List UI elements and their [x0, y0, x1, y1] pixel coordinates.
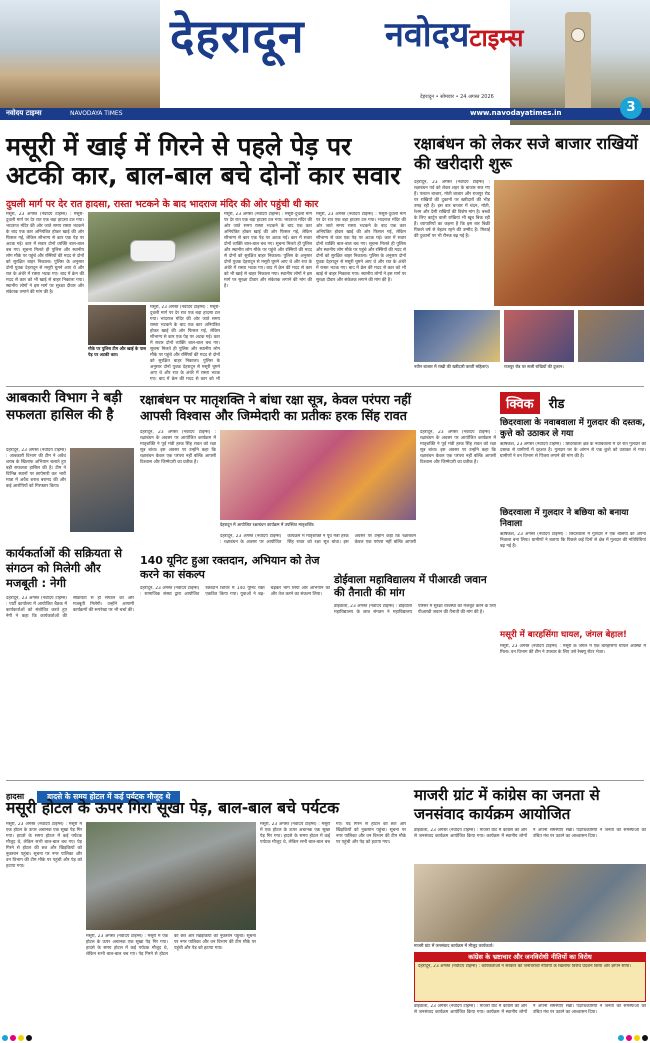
- raksha-headline-line-2: आपसी विश्वास और जिम्मेदारी का प्रतीकः हरक सिंह रावत: [140, 408, 407, 423]
- hotel-kicker-label: हादसा: [6, 792, 25, 801]
- rakhi-photo-2: [414, 310, 500, 362]
- quick-read-banner: [500, 392, 646, 414]
- lead-headline-line-1: मसूरी में खाई में गिरने से पहले पेड़ पर: [6, 132, 352, 161]
- divider-2: [6, 780, 644, 781]
- strip-brand: नवोदय टाइम्स: [6, 109, 42, 117]
- lead-headline-line-2: अटकी कार, बाल-बाल बचे दोनों कार सवार: [6, 161, 401, 190]
- registration-mark: [10, 1035, 16, 1041]
- registration-mark: [2, 1035, 8, 1041]
- registration-mark: [18, 1035, 24, 1041]
- rakhi-headline: रक्षाबंधन को लेकर सजे बाजार राखियों की खरीदारी शुरू: [414, 134, 638, 173]
- qr-item2-headline: छिदरवाला में गुलदार ने बछिया को बनाया निवाला: [500, 508, 629, 529]
- congress-body-2: डोईवाला, 23 अगस्त (नवोदय टाइम्स) : माजरी ग्रांट में कांग्रेस की ओर से जनसंवाद कार्यक्रम आयोजित किया गया। कार्यक्रम में स्थानीय लोगों ने अपनी समस्याएं रखीं। पदाधिकारियों ने जनता की समस्याओं को उचित मंच पर उठाने का आश्वासन दिया।: [414, 1004, 646, 1015]
- rakhi-photo-1: [494, 180, 644, 306]
- brand-suffix: टाइम्स: [469, 24, 524, 52]
- raksha-body-col-1: देहरादून, 23 अगस्त (नवोदय टाइम्स) : रक्षाबंधन के अवसर पर आयोजित कार्यक्रम में मातृशक्ति ने पूर्व मंत्री हरक सिंह रावत को रक्षा सूत्र बांधा। इस अवसर पर उन्होंने कहा कि रक्षाबंधन केवल एक परंपरा नहीं बल्कि आपसी विश्वास और जिम्मेदारी का प्रतीक है।: [140, 430, 216, 465]
- dateline: देहरादून • सोमवार • 24 अगस्त 2026: [420, 94, 494, 100]
- quick-read-label: क्विक: [500, 392, 540, 414]
- lead-body-col-3: मसूरी, 23 अगस्त (नवोदय टाइम्स) : मसूरी-दुधली मार्ग पर देर रात एक बड़ा हादसा टल गया। भादराज मंदिर की ओर जाते समय रास्ता भटकने के बाद एक कार अनियंत्रित होकर खाई की ओर फिसल गई, लेकिन सौभाग्य से कार एक पेड़ पर अटक गई। कार में सवार दोनों व्यक्ति बाल-बाल बच गए। सूचना मिलते ही पुलिस और स्थानीय लोग मौके पर पहुंचे और रस्सियों की मदद से दोनों को सुरक्षित बाहर निकाला। पुलिस के अनुसार दोनों युवक देहरादून से मसूरी घूमने आए थे और रात के अंधेरे में रास्ता भटक गए। बाद में क्रेन की मदद से कार को भी खाई से बाहर निकाला गया। स्थानीय लोगों ने इस मार्ग पर सुरक्षा दीवार और संकेतक लगाने की मांग की है।: [224, 212, 312, 289]
- qr-item3-body: मसूरी, 23 अगस्त (नवोदय टाइम्स) : मसूरी के जंगल में एक बारहसिंगा घायल अवस्था में मिला। वन विभाग की टीम ने उपचार के लिए उसे रेस्क्यू सेंटर भेजा।: [500, 644, 646, 655]
- raksha-headline: [140, 392, 496, 424]
- congress-photo: [414, 864, 646, 942]
- blood-headline: 140 यूनिट हुआ रक्तदान, अभियान को तेज करने का संकल्प: [140, 554, 320, 581]
- workers-headline: कार्यकर्ताओं की सक्रियता से संगठन को मिलेगी और मजबूती : नेगी: [6, 546, 122, 590]
- divider: [6, 386, 644, 387]
- workers-body: देहरादून, 23 अगस्त (नवोदय टाइम्स) : पार्टी कार्यालय में आयोजित बैठक में कार्यकर्ताओं को संबोधित करते हुए नेगी ने कहा कि कार्यकर्ताओं की सक्रियता से ही संगठन को और मजबूती मिलेगी। उन्होंने आगामी कार्यक्रमों की रूपरेखा पर भी चर्चा की।: [6, 596, 134, 619]
- hotel-body-col-3: मसूरी, 23 अगस्त (नवोदय टाइम्स) : मसूरी में एक होटल के ऊपर अचानक एक सूखा पेड़ गिर गया। हादसे के समय होटल में कई पर्यटक मौजूद थे, लेकिन सभी बाल-बाल बच गए। पेड़ गिरने से होटल की छत और खिड़कियों को नुकसान पहुंचा। सूचना पर नगर पालिका और वन विभाग की टीम मौके पर पहुंची और पेड़ को हटाया गया।: [260, 822, 406, 845]
- registration-mark: [618, 1035, 624, 1041]
- box-headline: कांग्रेस के भ्रष्टाचार और जनविरोधी नीतियों का विरोध: [414, 952, 646, 962]
- hotel-headline: मसूरी होटल के ऊपर गिरा सूखा पेड़, बाल-बाल बचे पर्यटक: [6, 799, 340, 817]
- car-icon: [130, 240, 176, 262]
- congress-body: डोईवाला, 23 अगस्त (नवोदय टाइम्स) : माजरी ग्रांट में कांग्रेस की ओर से जनसंवाद कार्यक्रम आयोजित किया गया। कार्यक्रम में स्थानीय लोगों ने अपनी समस्याएं रखीं। पदाधिकारियों ने जनता की समस्याओं को उचित मंच पर उठाने का आश्वासन दिया।: [414, 828, 646, 839]
- lead-caption: मौके पर पुलिस टीम और खाई के पास पेड़ पर अटकी कार।: [88, 346, 146, 357]
- lead-subhead: दुघली मार्ग पर देर रात हादसा, रास्ता भटकने के बाद भादराज मंदिर की ओर पहुंची थी कार: [6, 199, 319, 210]
- rakhi-photo-3: [504, 310, 574, 362]
- website-link[interactable]: www.navodayatimes.in: [470, 109, 562, 117]
- excise-body: देहरादून, 23 अगस्त (नवोदय टाइम्स) : आबकारी विभाग की टीम ने अवैध शराब के खिलाफ अभियान चलाते हुए बड़ी सफलता हासिल की है। टीम ने विभिन्न स्थानों पर छापेमारी कर भारी मात्रा में अवैध शराब बरामद की और कई आरोपियों को गिरफ्तार किया।: [6, 448, 66, 489]
- raksha-body-col-2: देहरादून, 23 अगस्त (नवोदय टाइम्स) : रक्षाबंधन के अवसर पर आयोजित कार्यक्रम में मातृशक्ति ने पूर्व मंत्री हरक सिंह रावत को रक्षा सूत्र बांधा। इस अवसर पर उन्होंने कहा कि रक्षाबंधन केवल एक परंपरा नहीं बल्कि आपसी विश्वास और जिम्मेदारी का प्रतीक है।: [420, 430, 496, 465]
- raksha-photo: [220, 430, 416, 520]
- registration-mark: [634, 1035, 640, 1041]
- city-title: देहरादून: [170, 9, 305, 63]
- congress-caption: माजरी ग्रांट में जनसंवाद कार्यक्रम में मौजूद कार्यकर्ता।: [414, 943, 494, 948]
- lead-photo-2: [88, 305, 146, 345]
- quick-read-label-2: रीड: [548, 397, 565, 412]
- brand-name: नवोदय: [385, 15, 470, 55]
- hotel-kicker: [6, 784, 406, 801]
- rakhi-caption-1: नवीन बाजार में राखी की खरीदारी करतीं महिलाएं।: [414, 364, 490, 369]
- clock-tower-icon: [565, 12, 591, 112]
- registration-mark: [642, 1035, 648, 1041]
- blood-body: देहरादून, 23 अगस्त (नवोदय टाइम्स) : सामाजिक संस्था द्वारा आयोजित रक्तदान शिविर में 140 यूनिट रक्त एकत्रित किया गया। युवाओं ने बढ़-चढ़कर भाग लिया और अभियान को और तेज करने का संकल्प लिया।: [140, 586, 330, 597]
- registration-mark: [26, 1035, 32, 1041]
- doiwala-body: डोईवाला, 23 अगस्त (नवोदय टाइम्स) : डोईवाला महाविद्यालय के छात्र संगठन ने महाविद्यालय परिसर में सुरक्षा व्यवस्था को मजबूत करने के लिए पीआरडी जवान की तैनाती की मांग की है।: [334, 604, 496, 615]
- lead-body-left: मसूरी, 23 अगस्त (नवोदय टाइम्स) : मसूरी-दुधली मार्ग पर देर रात एक बड़ा हादसा टल गया। भादराज मंदिर की ओर जाते समय रास्ता भटकने के बाद एक कार अनियंत्रित होकर खाई की ओर फिसल गई, लेकिन सौभाग्य से कार एक पेड़ पर अटक गई। कार में सवार दोनों व्यक्ति बाल-बाल बच गए। सूचना मिलते ही पुलिस और स्थानीय लोग मौके पर पहुंचे और रस्सियों की मदद से दोनों को सुरक्षित बाहर निकाला। पुलिस के अनुसार दोनों युवक देहरादून से मसूरी घूमने आए थे और रात के अंधेरे में रास्ता भटक गए। बाद में क्रेन की मदद से कार को भी खाई से बाहर निकाला गया। स्थानीय लोगों ने इस मार्ग पर सुरक्षा दीवार और संकेतक लगाने की मांग की है।: [6, 212, 84, 295]
- excise-headline: आबकारी विभाग ने बड़ी सफलता हासिल की है: [6, 390, 122, 423]
- excise-photo: [70, 448, 134, 532]
- hotel-body-col-1: मसूरी, 23 अगस्त (नवोदय टाइम्स) : मसूरी में एक होटल के ऊपर अचानक एक सूखा पेड़ गिर गया। हादसे के समय होटल में कई पर्यटक मौजूद थे, लेकिन सभी बाल-बाल बच गए। पेड़ गिरने से होटल की छत और खिड़कियों को नुकसान पहुंचा। सूचना पर नगर पालिका और वन विभाग की टीम मौके पर पहुंची और पेड़ को हटाया गया।: [6, 822, 82, 869]
- qr-item1-headline: छिदरवाला के नवाबवाला में गुलदार की दस्तक, कुत्ते को उठाकर ले गया: [500, 418, 646, 439]
- brand-title: [385, 10, 523, 56]
- box-body: देहरादून, 23 अगस्त (नवोदय टाइम्स) : कार्यकर्ताओं ने सरकार की जनविरोधी नीतियों के खिलाफ विरोध प्रदर्शन किया और ज्ञापन सौंपा।: [418, 964, 631, 969]
- qr-item3-headline: मसूरी में बारहसिंगा घायल, जंगल बेहाल!: [500, 630, 627, 640]
- lead-body-col-2: मसूरी, 23 अगस्त (नवोदय टाइम्स) : मसूरी-दुधली मार्ग पर देर रात एक बड़ा हादसा टल गया। भादराज मंदिर की ओर जाते समय रास्ता भटकने के बाद एक कार अनियंत्रित होकर खाई की ओर फिसल गई, लेकिन सौभाग्य से कार एक पेड़ पर अटक गई। कार में सवार दोनों व्यक्ति बाल-बाल बच गए। सूचना मिलते ही पुलिस और स्थानीय लोग मौके पर पहुंचे और रस्सियों की मदद से दोनों को सुरक्षित बाहर निकाला। पुलिस के अनुसार दोनों युवक देहरादून से मसूरी घूमने आए थे और रात के अंधेरे में रास्ता भटक गए। बाद में क्रेन की मदद से कार को भी: [150, 305, 220, 382]
- raksha-headline-line-1: रक्षाबंधन पर मातृशक्ति ने बांधा रक्षा सूत्र, केवल परंपरा नहीं: [140, 392, 412, 407]
- doiwala-headline: डोईवाला महाविद्यालय में पीआरडी जवान की तैनाती की मांग: [334, 574, 487, 599]
- raksha-caption: देहरादून में आयोजित रक्षाबंधन कार्यक्रम में उपस्थित मातृशक्ति।: [220, 522, 315, 527]
- masthead-photo-left: [0, 0, 160, 108]
- masthead: [0, 0, 650, 128]
- rakhi-photo-4: [578, 310, 644, 362]
- page-number-badge: [620, 97, 642, 119]
- congress-headline: माजरी ग्रांट में कांग्रेस का जनता से जनसंवाद कार्यक्रम आयोजित: [414, 786, 600, 823]
- hotel-kicker-bar: हादसे के समय होटल में कई पर्यटक मौजूद थे: [37, 791, 180, 803]
- lead-headline: [6, 132, 406, 190]
- page-number: 3: [626, 100, 636, 115]
- rakhi-caption-2: राजपुर रोड पर सजी राखियों की दुकान।: [504, 364, 564, 369]
- strip-brand-en: NAVODAYA TIMES: [70, 110, 123, 117]
- hotel-photo: [86, 822, 256, 930]
- qr-item1-body: ऋषिकेश, 23 अगस्त (नवोदय टाइम्स) : छिदरवाला क्षेत्र के नवाबवाला में देर रात गुलदार की दस्तक से ग्रामीणों में दहशत है। गुलदार घर के आंगन से एक कुत्ते को उठाकर ले गया। ग्रामीणों ने वन विभाग से पिंजरा लगाने की मांग की है।: [500, 442, 646, 459]
- registration-mark: [626, 1035, 632, 1041]
- qr-item2-body: ऋषिकेश, 23 अगस्त (नवोदय टाइम्स) : छिदरवाला में गुलदार ने एक बछिया को अपना निवाला बना लिया। ग्रामीणों ने बताया कि पिछले कई दिनों से क्षेत्र में गुलदार की गतिविधियां बढ़ गई हैं।: [500, 532, 646, 549]
- rakhi-body-col-1: देहरादून, 23 अगस्त (नवोदय टाइम्स) : रक्षाबंधन पर्व को लेकर शहर के बाजार सज गए हैं। पलटन बाजार, मोती बाजार और राजपुर रोड पर राखियों की दुकानों पर खरीदारों की भीड़ उमड़ रही है। इस बार बाजार में चंदन, मोती, रेशम और देसी राखियों की विशेष मांग है। बच्चों के लिए कार्टून वाली राखियां भी खूब बिक रही हैं। व्यापारियों का कहना है कि इस बार बिक्री पिछले वर्ष से बेहतर रहने की उम्मीद है। मिठाई की दुकानों पर भी रौनक बढ़ गई है।: [414, 180, 490, 239]
- hotel-body-col-2: मसूरी, 23 अगस्त (नवोदय टाइम्स) : मसूरी में एक होटल के ऊपर अचानक एक सूखा पेड़ गिर गया। हादसे के समय होटल में कई पर्यटक मौजूद थे, लेकिन सभी बाल-बाल बच गए। पेड़ गिरने से होटल की छत और खिड़कियों को नुकसान पहुंचा। सूचना पर नगर पालिका और वन विभाग की टीम मौके पर पहुंची और पेड़ को हटाया गया।: [86, 934, 256, 957]
- lead-body-col-4: मसूरी, 23 अगस्त (नवोदय टाइम्स) : मसूरी-दुधली मार्ग पर देर रात एक बड़ा हादसा टल गया। भादराज मंदिर की ओर जाते समय रास्ता भटकने के बाद एक कार अनियंत्रित होकर खाई की ओर फिसल गई, लेकिन सौभाग्य से कार एक पेड़ पर अटक गई। कार में सवार दोनों व्यक्ति बाल-बाल बच गए। सूचना मिलते ही पुलिस और स्थानीय लोग मौके पर पहुंचे और रस्सियों की मदद से दोनों को सुरक्षित बाहर निकाला। पुलिस के अनुसार दोनों युवक देहरादून से मसूरी घूमने आए थे और रात के अंधेरे में रास्ता भटक गए। बाद में क्रेन की मदद से कार को भी खाई से बाहर निकाला गया। स्थानीय लोगों ने इस मार्ग पर सुरक्षा दीवार और संकेतक लगाने की मांग की है।: [316, 212, 406, 283]
- raksha-body-col-3: देहरादून, 23 अगस्त (नवोदय टाइम्स) : रक्षाबंधन के अवसर पर आयोजित कार्यक्रम में मातृशक्ति ने पूर्व मंत्री हरक सिंह रावत को रक्षा सूत्र बांधा। इस अवसर पर उन्होंने कहा कि रक्षाबंधन केवल एक परंपरा नहीं बल्कि आपसी: [220, 534, 416, 545]
